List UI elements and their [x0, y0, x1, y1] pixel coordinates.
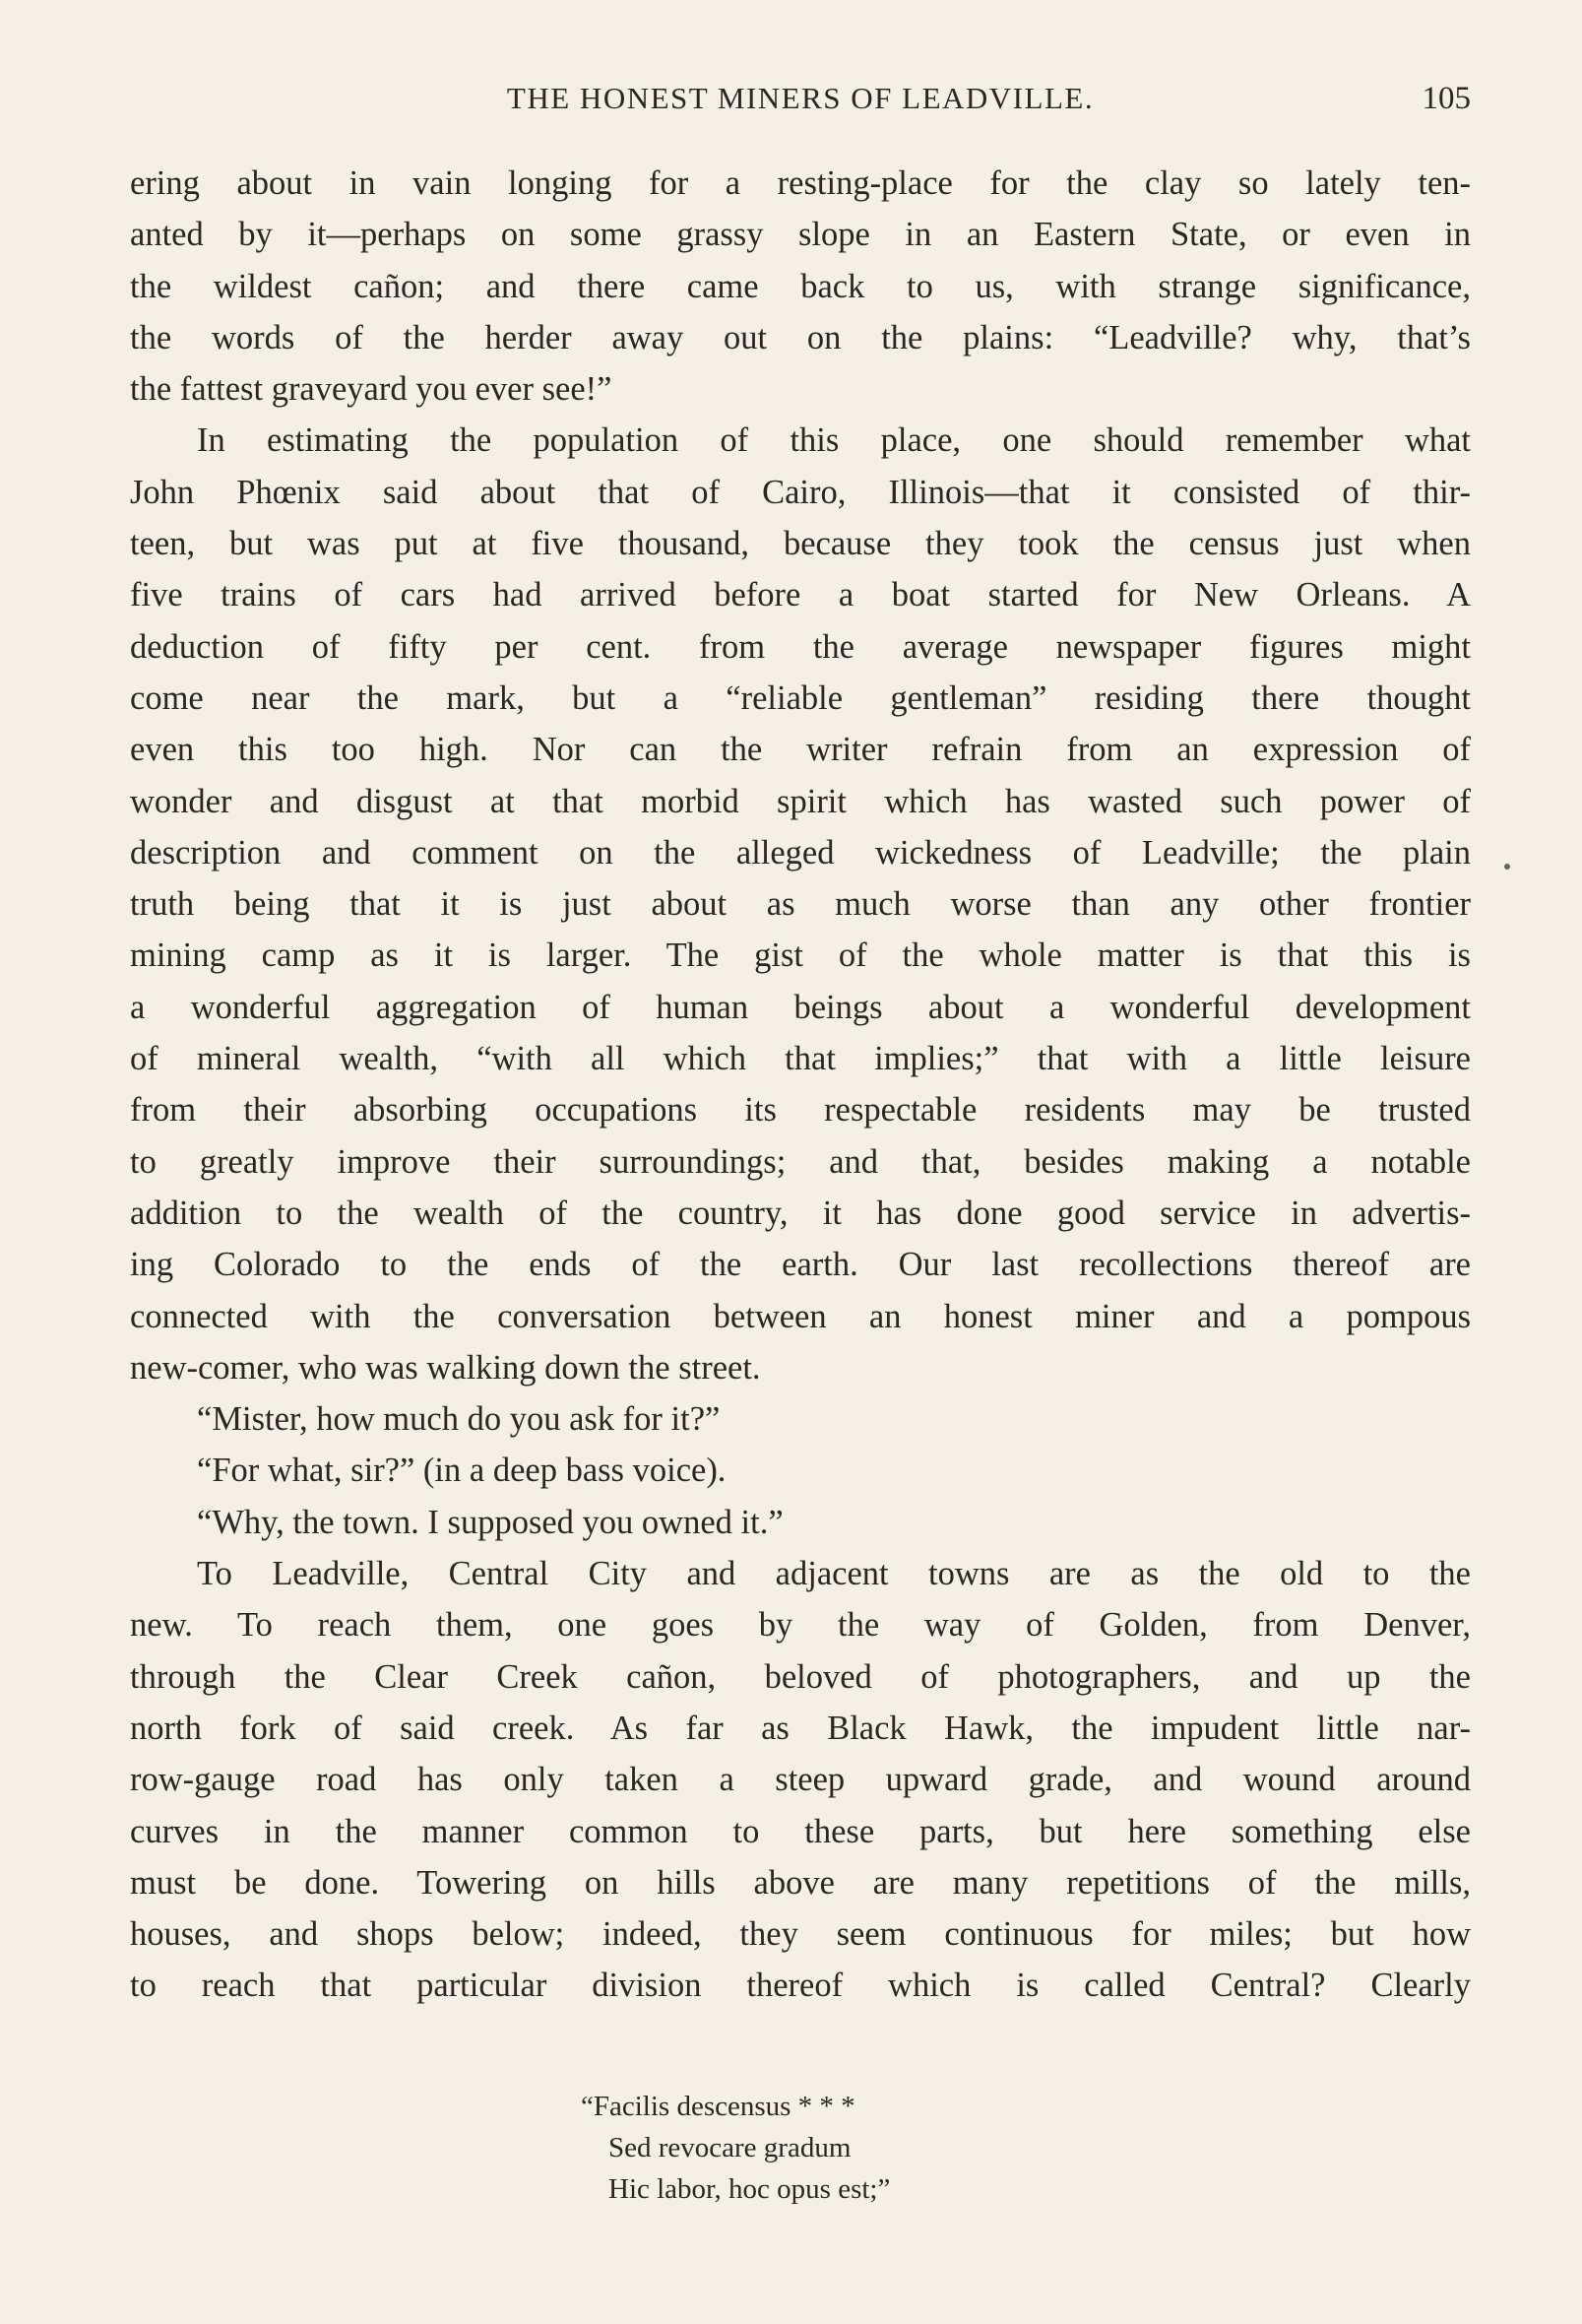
text-line: ing Colorado to the ends of the earth. Our last recollections thereof are: [130, 1246, 1471, 1284]
text-line: new-comer, who was walking down the street.: [130, 1348, 761, 1387]
text-line: deduction of fifty per cent. from the average newspaper figures might: [130, 627, 1471, 666]
text-line: of mineral wealth, “with all which that implies;” that with a little leisure: [130, 1040, 1471, 1078]
text-line: description and comment on the alleged wickedness of Leadville; the plain: [130, 833, 1471, 872]
text-line: teen, but was put at five thousand, because they took the census just when: [130, 525, 1471, 563]
text-line: to greatly improve their surroundings; and that, besides making a notable: [130, 1142, 1471, 1181]
body-text: [130, 158, 1471, 2012]
text-line: houses, and shops below; indeed, they seem continuous for miles; but how: [130, 1915, 1471, 1954]
text-line: the fattest graveyard you ever see!”: [130, 370, 612, 409]
text-line: through the Clear Creek cañon, beloved of photographers, and up the: [130, 1657, 1471, 1696]
margin-mark: [1504, 864, 1510, 870]
running-head: [130, 81, 1471, 130]
text-line: mining camp as it is larger. The gist of the whole matter is that this is: [130, 936, 1471, 975]
text-line: new. To reach them, one goes by the way of Golden, from Denver,: [130, 1606, 1471, 1645]
text-line: curves in the manner common to these parts, but here something else: [130, 1812, 1471, 1850]
text-line: In estimating the population of this place, one should remember what: [197, 421, 1471, 460]
text-line: John Phœnix said about that of Cairo, Illinois—that it consisted of thir-: [130, 473, 1471, 511]
text-line: the wildest cañon; and there came back to us, with strange significance,: [130, 267, 1471, 305]
footer-quote-line: Hic labor, hoc opus est;”: [608, 2173, 891, 2205]
footer-quote: [581, 2086, 1093, 2210]
footer-quote-line: Sed revocare gradum: [608, 2132, 852, 2163]
page-number: 105: [1422, 81, 1471, 116]
text-line: five trains of cars had arrived before a boat started for New Orleans. A: [130, 576, 1471, 614]
text-line: addition to the wealth of the country, it has done good service in advertis-: [130, 1194, 1471, 1232]
text-line: the words of the herder away out on the plains: “Leadville? why, that’s: [130, 318, 1471, 356]
text-line: row-gauge road has only taken a steep upward grade, and wound around: [130, 1761, 1471, 1799]
text-line: a wonderful aggregation of human beings about a wonderful development: [130, 988, 1471, 1026]
text-line: connected with the conversation between an honest miner and a pompous: [130, 1297, 1471, 1335]
text-line: ering about in vain longing for a resting-place for the clay so lately ten-: [130, 164, 1471, 202]
text-line: to reach that particular division thereof which is called Central? Clearly: [130, 1967, 1471, 2005]
text-line: “Mister, how much do you ask for it?”: [197, 1400, 721, 1439]
text-line: “Why, the town. I supposed you owned it.”: [197, 1503, 784, 1541]
text-line: wonder and disgust at that morbid spirit which has wasted such power of: [130, 782, 1471, 820]
text-line: must be done. Towering on hills above are many repetitions of the mills,: [130, 1863, 1471, 1902]
text-line: from their absorbing occupations its respectable residents may be trusted: [130, 1091, 1471, 1130]
text-line: truth being that it is just about as much worse than any other frontier: [130, 885, 1471, 924]
text-line: north fork of said creek. As far as Black Hawk, the impudent little nar-: [130, 1709, 1471, 1747]
text-line: even this too high. Nor can the writer refrain from an expression of: [130, 731, 1471, 769]
text-line: To Leadville, Central City and adjacent towns are as the old to the: [197, 1555, 1471, 1593]
text-line: “For what, sir?” (in a deep bass voice).: [197, 1452, 727, 1490]
footer-quote-line: “Facilis descensus * * *: [581, 2091, 855, 2122]
text-line: come near the mark, but a “reliable gentleman” residing there thought: [130, 678, 1471, 717]
running-title: THE HONEST MINERS OF LEADVILLE.: [506, 81, 1095, 115]
text-line: anted by it—perhaps on some grassy slope in an Eastern State, or even in: [130, 216, 1471, 254]
